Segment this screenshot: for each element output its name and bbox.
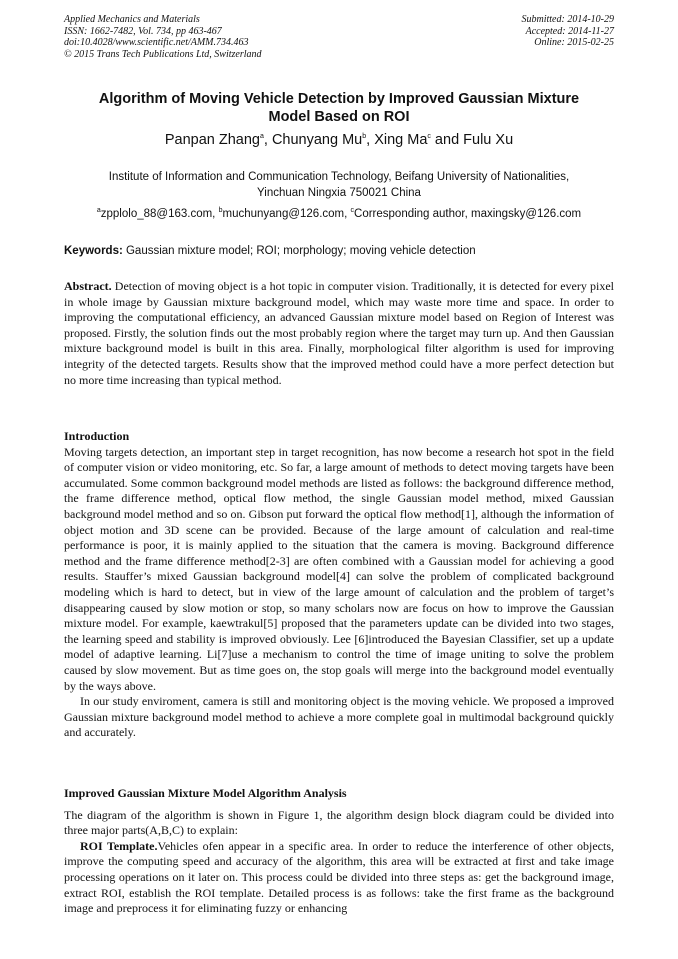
- email-a: zpplolo_88@163.com,: [100, 208, 219, 220]
- email-mark: c: [350, 207, 355, 215]
- abstract-text: Detection of moving object is a hot topic in computer vision. Traditionally, it is detected for every pixel in whole image by Gaussian mixture background model, which may waste more time and space. In order to improving the computational efficiency, an advanced Gaussian mixture model based on Region of Interest was proposed. Firstly, the solution finds out the most probably region where the target may turn up. And then Gaussian mixture background model is built in this area. Finally, morphological filter algorithm is used for improving integrity of the detected targets. Results show that the improved method could have a more perfect detection but no more time increasing than typical method.: [64, 279, 614, 387]
- keywords-text: Gaussian mixture model; ROI; morphology; moving vehicle detection: [122, 245, 476, 257]
- author-name: Xing Ma: [374, 132, 428, 148]
- roi-template-paragraph: [64, 839, 614, 917]
- author-mark: c: [427, 133, 431, 141]
- accepted-date: Accepted: 2014-11-27: [525, 25, 614, 37]
- affiliation-line-1: Institute of Information and Communication Technology, Beifang University of Nationalities,: [108, 171, 570, 183]
- analysis-heading: Improved Gaussian Mixture Model Algorithm Analysis: [64, 786, 347, 800]
- email-mark: a: [96, 207, 101, 215]
- issn-line: ISSN: 1662-7482, Vol. 734, pp 463-467: [64, 25, 222, 37]
- title-line-2: Model Based on ROI: [268, 109, 410, 125]
- analysis-section: [64, 786, 614, 917]
- abstract-label: Abstract.: [64, 279, 112, 293]
- email-c: Corresponding author, maxingsky@126.com: [354, 208, 582, 220]
- keywords: [64, 243, 614, 259]
- online-date: Online: 2015-02-25: [534, 37, 614, 48]
- author-list: [64, 131, 614, 149]
- introduction-heading: Introduction: [64, 429, 130, 443]
- introduction-paragraph-2: In our study enviroment, camera is still and monitoring object is the moving vehicle. We proposed a improved Gaussian mixture background model method to achieve a more complete goal in multimodal background quickly and accurately.: [64, 694, 614, 740]
- keywords-label: Keywords:: [64, 245, 123, 257]
- author-separator: and: [430, 132, 464, 148]
- author-name: Chunyang Mu: [271, 132, 363, 148]
- publication-dates: [522, 14, 615, 49]
- affiliation-line-2: Yinchuan Ningxia 750021 China: [257, 187, 421, 199]
- author-emails: [64, 206, 614, 222]
- author-name: Fulu Xu: [463, 132, 514, 148]
- author-mark: a: [259, 133, 264, 141]
- affiliation: [64, 169, 614, 201]
- doi-line: doi:10.4028/www.scientific.net/AMM.734.463: [64, 37, 249, 48]
- submitted-date: Submitted: 2014-10-29: [521, 14, 614, 25]
- author-separator: ,: [366, 132, 375, 148]
- publication-info: [64, 14, 262, 60]
- roi-template-text: Vehicles ofen appear in a specific area. In order to reduce the interference of other objects, improve the computing speed and accuracy of the algorithm, this area will be extracted at first and take image processing operations on it later on. This process could be divided into three steps as: get the background image, extract ROI, establish the ROI template. Detailed process is as follows: take the first frame as the background image and preprocess it for eliminating fuzzy or enhancing: [64, 838, 614, 916]
- title-line-1: Algorithm of Moving Vehicle Detection by Improved Gaussian Mixture: [98, 91, 580, 107]
- author-mark: b: [362, 133, 367, 141]
- introduction-section: [64, 429, 614, 741]
- paper-title: [64, 90, 614, 126]
- journal-name: Applied Mechanics and Materials: [64, 14, 200, 25]
- copyright-line: © 2015 Trans Tech Publications Ltd, Switzerland: [64, 48, 262, 60]
- abstract: [64, 279, 614, 388]
- author-name: Panpan Zhang: [164, 132, 260, 148]
- author-separator: ,: [263, 132, 272, 148]
- email-b: muchunyang@126.com,: [222, 208, 351, 220]
- roi-template-label: ROI Template.: [80, 838, 158, 853]
- analysis-paragraph-1: The diagram of the algorithm is shown in Figure 1, the algorithm design block diagram could be divided into three major parts(A,B,C) to explain:: [64, 807, 614, 838]
- introduction-paragraph-1: Moving targets detection, an important step in target recognition, has now become a research hot spot in the field of computer vision or video monitoring, etc. So far, a large amount of methods to detect moving targets have been accumulated. Some common background model methods are listed as follows: the background difference method, the frame difference method, optical flow method, the single Gaussian model method, mixed Gaussian background model method and so on. Gibson put forward the optical flow method[1], although the information of object motion and 3D scene can be provided. Because of the large amount of calculation and real-time performance is poor, it is mainly applied to the situation that the camera is moving. Background difference method and the frame difference method[2-3] are often combined with a Gaussian model for achieving a good results. Stauffer’s mixed Gaussian background model[4] can solve the problem of complicated background modeling which is hard to detect, but in view of the large amount of calculation and the problem of target’s disappearing caused by slow motion or stop, so many scholars now are focus on how to improve the Gaussian mixture model. For example, kaewtrakul[5] proposed that the parameters update can be divided into two stages, the learning speed and stability is improved obviously. Lee [6]introduced the Bayesian Classifier, set up a update model of adaptive learning. Li[7]use a mechanism to control the time of image uniting to solve the problem caused by slow movement. But as time goes on, the stop goals will merge into the background model eventually by the ways above.: [64, 444, 614, 693]
- email-mark: b: [218, 207, 223, 215]
